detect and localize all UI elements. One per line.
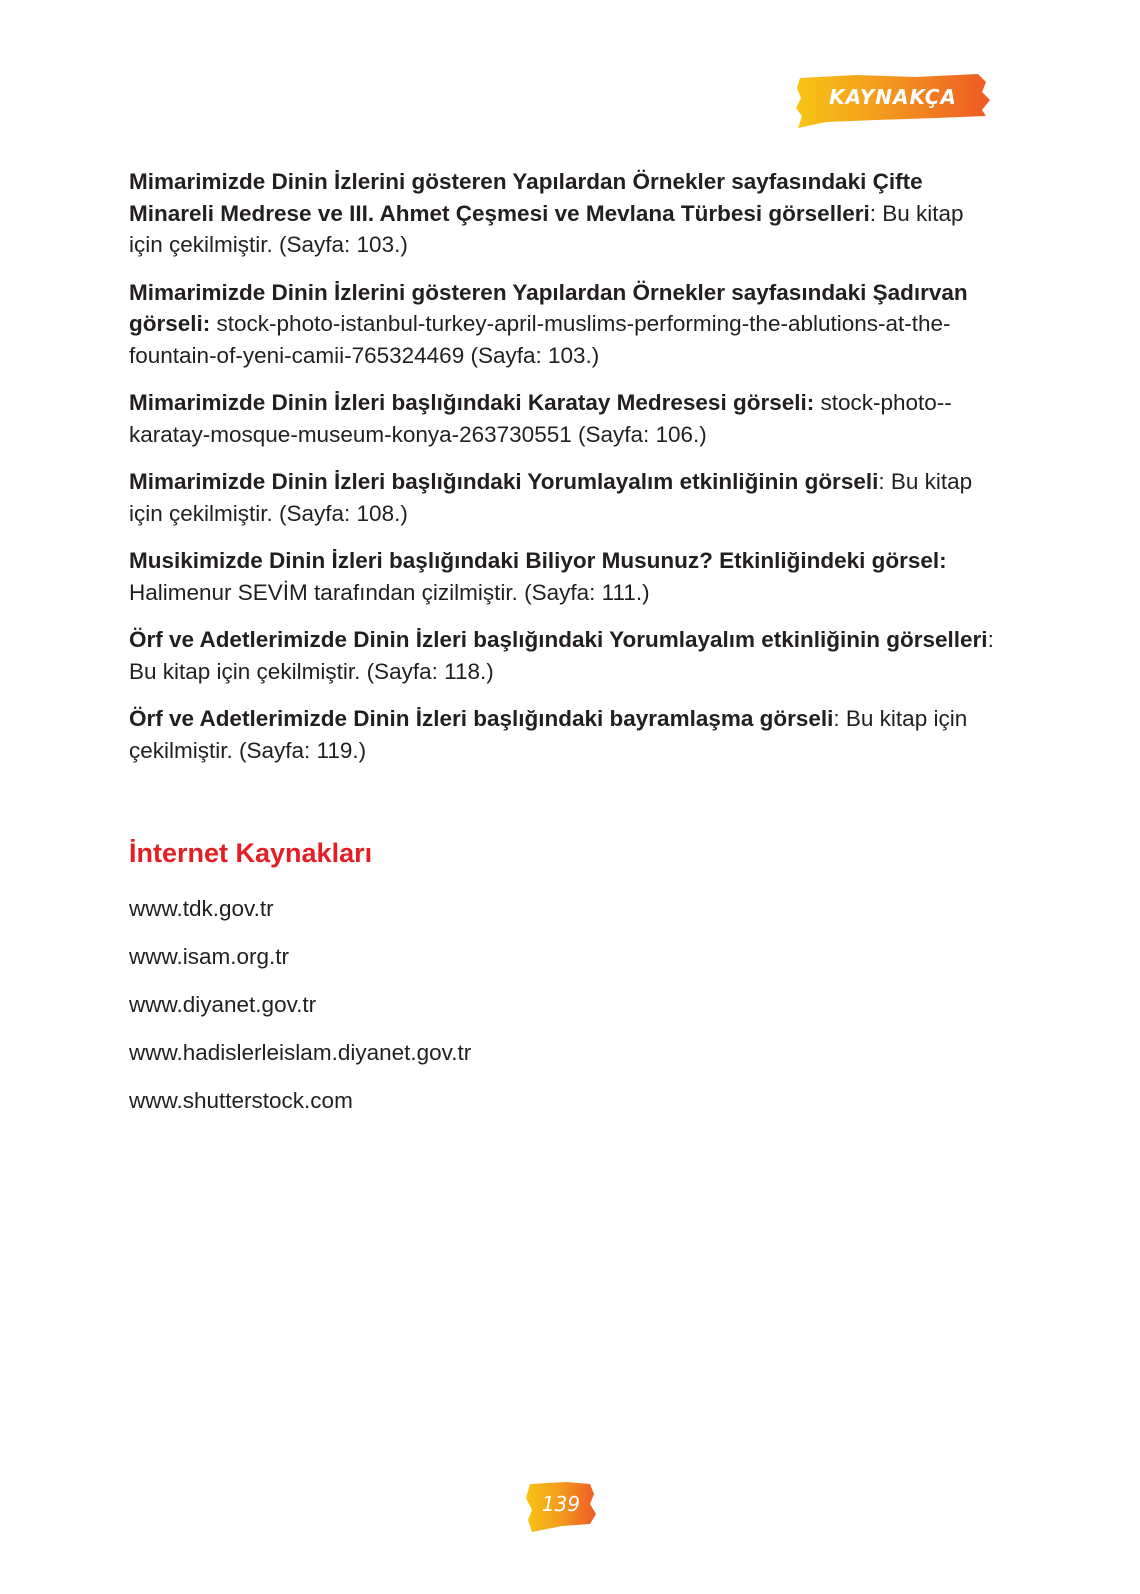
- reference-item: [129, 703, 999, 766]
- reference-title: Musikimizde Dinin İzleri başlığındaki Biliyor Musunuz? Etkinliğindeki görsel:: [129, 548, 947, 573]
- reference-item: [129, 624, 999, 687]
- reference-detail: stock-photo-istanbul-turkey-april-muslims-performing-the-ablutions-at-the-fountain-of-yeni-camii-765324469 (Sayfa: 103.): [129, 311, 951, 368]
- section-tag: [796, 72, 990, 128]
- internet-link[interactable]: www.hadislerleislam.diyanet.gov.tr: [129, 1040, 472, 1065]
- reference-item: [129, 387, 999, 450]
- reference-item: [129, 277, 999, 372]
- reference-item: [129, 166, 999, 261]
- reference-title: Mimarimizde Dinin İzleri başlığındaki Karatay Medresesi görseli:: [129, 390, 815, 415]
- page-number: 139: [541, 1492, 581, 1516]
- internet-link-list: [129, 893, 471, 1133]
- reference-title: Mimarimizde Dinin İzleri başlığındaki Yorumlayalım etkinliğinin görseli: [129, 469, 879, 494]
- reference-title: Mimarimizde Dinin İzlerini gösteren Yapılardan Örnekler sayfasındaki Çifte Minareli Medrese ve III. Ahmet Çeşmesi ve Mevlana Türbesi görselleri: [129, 169, 923, 226]
- reference-title: Mimarimizde Dinin İzlerini gösteren Yapılardan Örnekler sayfasındaki Şadırvan görseli:: [129, 279, 968, 336]
- internet-link[interactable]: www.tdk.gov.tr: [129, 896, 274, 921]
- reference-title: Örf ve Adetlerimizde Dinin İzleri başlığındaki bayramlaşma görseli: [129, 706, 834, 731]
- reference-detail: : Bu kitap için çekilmiştir. (Sayfa: 103.): [129, 200, 964, 257]
- internet-link[interactable]: www.isam.org.tr: [129, 944, 290, 969]
- internet-sources-heading: İnternet Kaynakları: [129, 838, 373, 868]
- reference-detail: : Bu kitap için çekilmiştir. (Sayfa: 118.): [129, 627, 994, 684]
- reference-detail: : Bu kitap için çekilmiştir. (Sayfa: 119.): [129, 706, 968, 763]
- reference-item: [129, 545, 999, 608]
- page-number-badge: [526, 1480, 596, 1532]
- reference-list: [129, 166, 999, 782]
- reference-detail: stock-photo--karatay-mosque-museum-konya-263730551 (Sayfa: 106.): [129, 390, 952, 447]
- reference-detail: Halimenur SEVİM tarafından çizilmiştir. (Sayfa: 111.): [129, 579, 650, 605]
- section-tag-label: KAYNAKÇA: [829, 85, 957, 109]
- internet-link[interactable]: www.diyanet.gov.tr: [129, 992, 317, 1017]
- internet-link[interactable]: www.shutterstock.com: [129, 1088, 353, 1113]
- reference-item: [129, 466, 999, 529]
- reference-title: Örf ve Adetlerimizde Dinin İzleri başlığındaki Yorumlayalım etkinliğinin görselleri: [129, 627, 988, 652]
- reference-detail: : Bu kitap için çekilmiştir. (Sayfa: 108.): [129, 469, 973, 526]
